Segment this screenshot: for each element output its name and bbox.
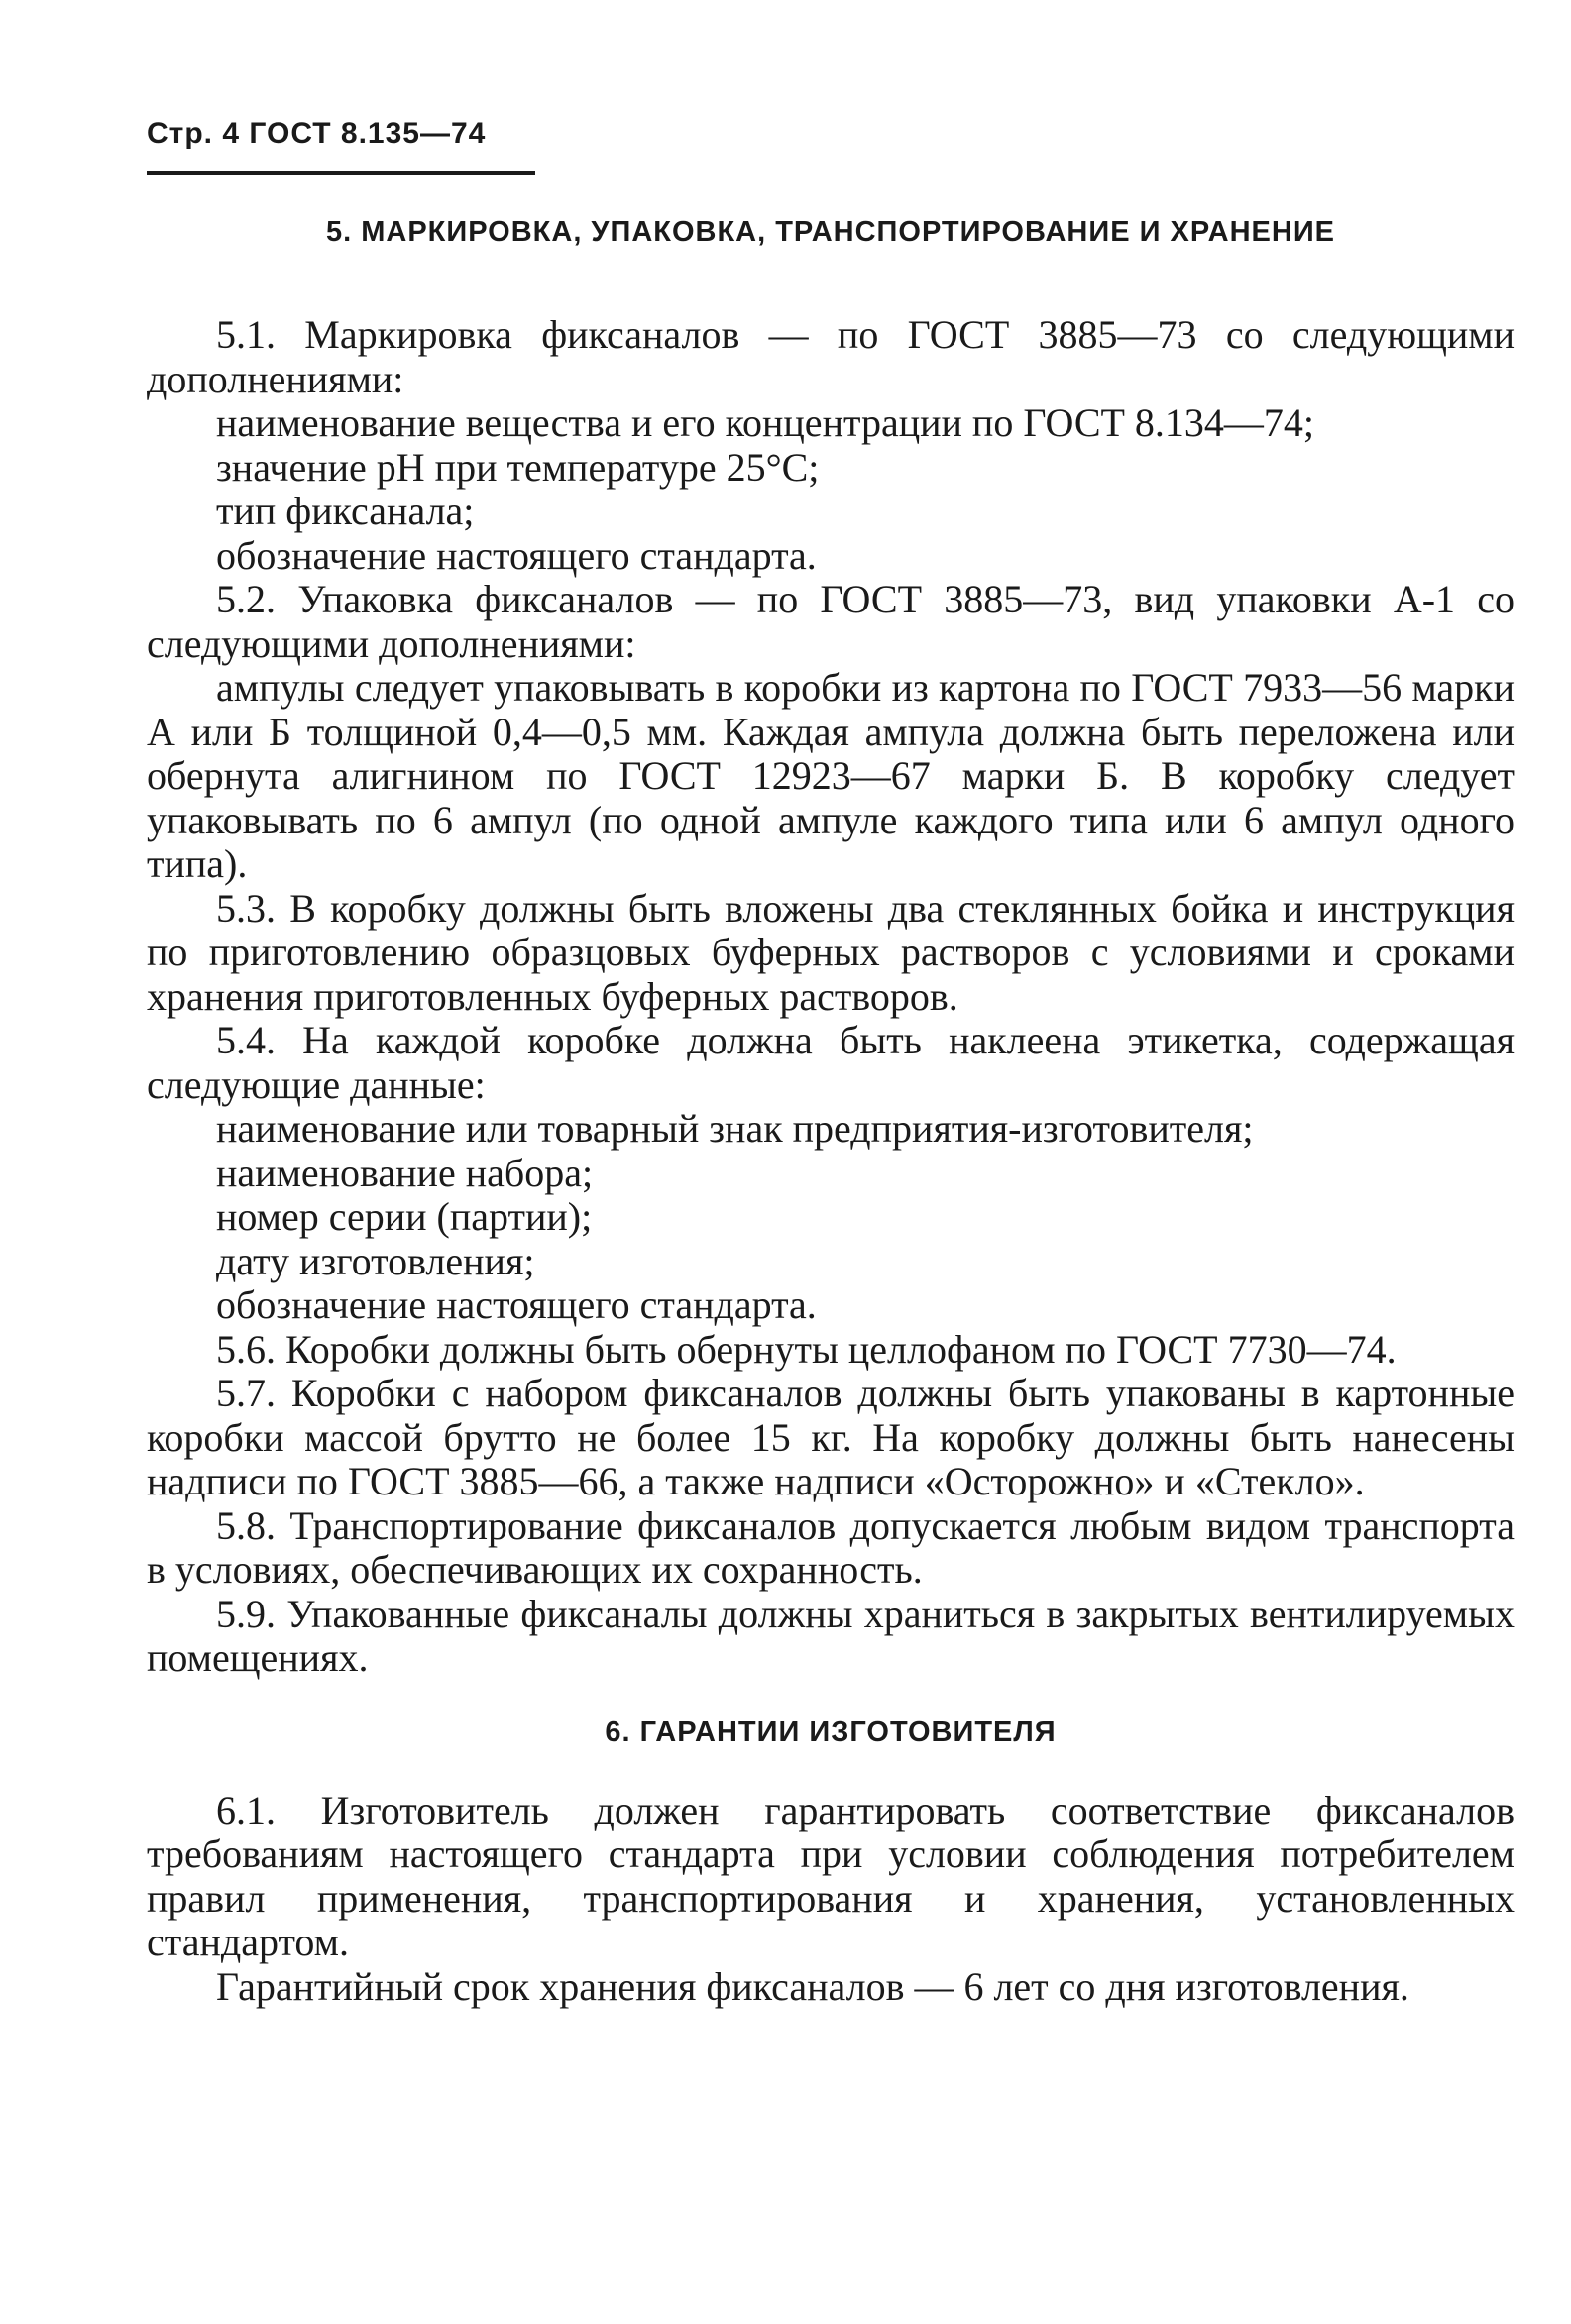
list-item: обозначение настоящего стандарта. [216, 1282, 817, 1327]
list-item: обозначение настоящего стандарта. [216, 532, 817, 578]
list-item: номер серии (партии); [216, 1194, 593, 1239]
list-item: дату изготовления; [216, 1238, 535, 1283]
header-rule [147, 171, 535, 175]
section-title: 5. МАРКИРОВКА, УПАКОВКА, ТРАНСПОРТИРОВАНИЕ И ХРАНЕНИЕ [325, 216, 1336, 248]
list-item: наименование набора; [216, 1150, 594, 1195]
paragraph: наименование вещества и его концентрации по ГОСТ 8.134—74; [216, 400, 1315, 445]
paragraph: ампулы следует упаковывать в коробки из картона по ГОСТ 7933—56 марки А или Б толщиной 0,4—0,5 мм. Каждая ампула должна быть переложена или обернута алигнином по ГОСТ 12923—67 марки Б. В коробку следует упаковывать по 6 ампул (по одной ампуле каждого типа или 6 ампул одного типа). [147, 665, 1515, 886]
paragraph: 5.8. Транспортирование фиксаналов допускается любым видом транспорта в условиях, обеспечивающих их сохранность. [147, 1502, 1515, 1592]
list-item: значение pH при температуре 25°С; [216, 444, 820, 490]
list-item: тип фиксанала; [216, 489, 475, 533]
paragraph: 5.2. Упаковка фиксаналов — по ГОСТ 3885—73, вид упаковки А-1 со следующими дополнениями: [147, 577, 1515, 666]
paragraph: 6.1. Изготовитель должен гарантировать соответствие фиксаналов требованиям настоящего стандарта при условии соблюдения потребителем правил применения, транспортирования и хранения, установленных стандартом. [147, 1787, 1515, 1964]
paragraph: Гарантийный срок хранения фиксаналов — 6 лет со дня изготовления. [216, 1963, 1409, 2009]
paragraph: 5.7. Коробки с набором фиксаналов должны быть упакованы в картонные коробки массой брутто не более 15 кг. На коробку должны быть нанесены надписи по ГОСТ 3885—66, а также надписи «Осторожно» и «Стекло». [147, 1371, 1515, 1503]
document-body [147, 210, 1515, 2009]
paragraph: 5.6. Коробки должны быть обернуты целлофаном по ГОСТ 7730—74. [216, 1326, 1397, 1372]
paragraph: 5.3. В коробку должны быть вложены два стеклянных бойка и инструкция по приготовлению образцовых буферных растворов с условиями и сроками хранения приготовленных буферных растворов. [147, 885, 1515, 1019]
paragraph: 5.4. На каждой коробке должна быть наклеена этикетка, содержащая следующие данные: [147, 1018, 1515, 1107]
page-header: Стр. 4 ГОСТ 8.135—74 [147, 117, 487, 150]
paragraph: 5.1. Маркировка фиксаналов — по ГОСТ 3885—73 со следующими дополнениями: [147, 312, 1515, 401]
list-item: наименование или товарный знак предприятия-изготовителя; [216, 1106, 1254, 1151]
section-title: 6. ГАРАНТИИ ИЗГОТОВИТЕЛЯ [605, 1715, 1057, 1748]
paragraph: 5.9. Упакованные фиксаналы должны храниться в закрытых вентилируемых помещениях. [147, 1591, 1515, 1680]
